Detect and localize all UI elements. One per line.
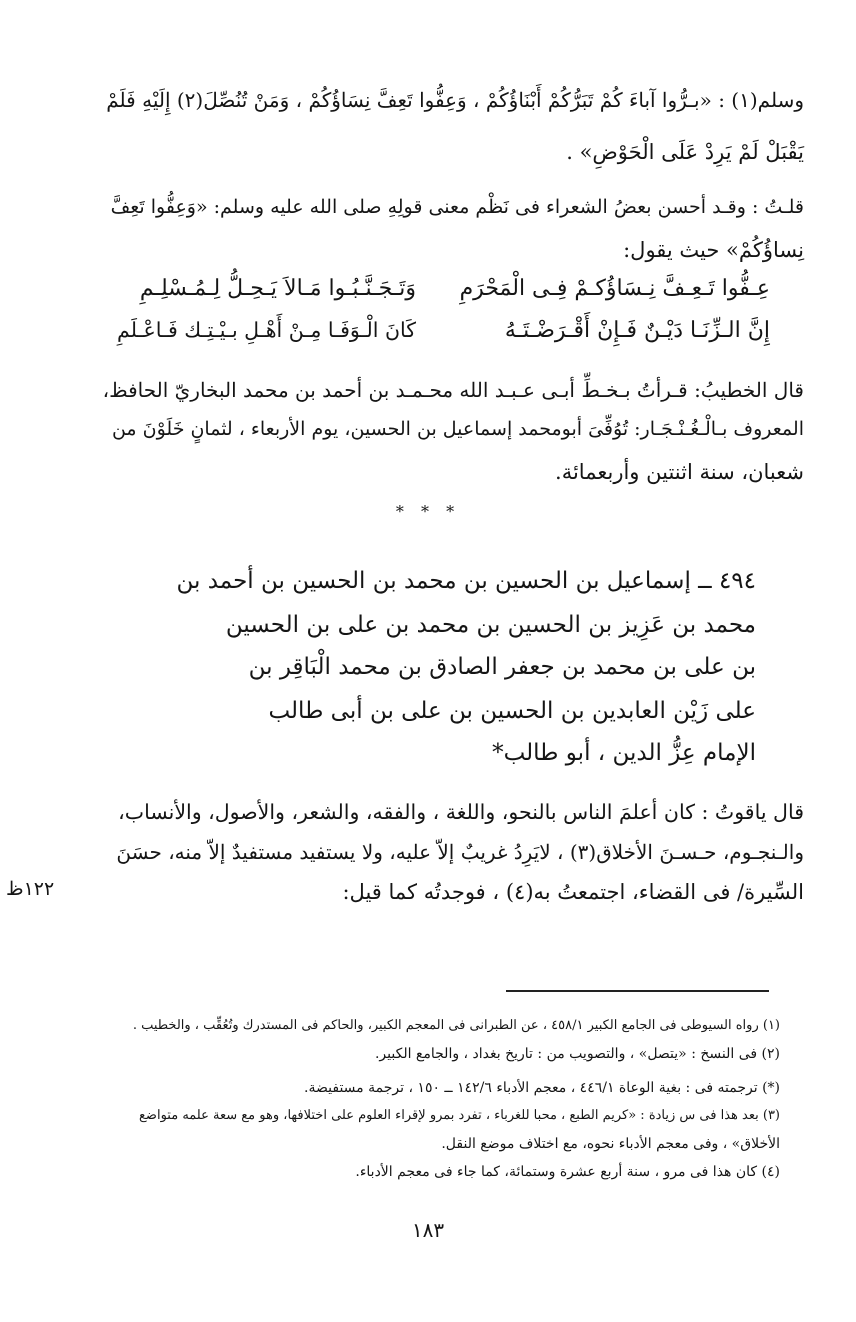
poem-verse-2-first-hemistich: إِنَّ الـزِّنَـا دَيْـنٌ فَـإِنْ أَقْـرَضْـتَـهُ xyxy=(504,318,770,343)
entry-heading-line-4: على زَيْن العابدين بن الحسين بن على بن أبى طالب xyxy=(268,698,756,724)
poem-verse-2-second-hemistich: كَانَ الْـوَفَـا مِـنْ أَهْـلِ بـيْـتِـك فَـاعْـلَمِ xyxy=(117,318,416,342)
poem-verse-1-second-hemistich: وَتَـجَـنَّـبُـوا مَـالاَ يَـحِـلُّ لِـمُـسْلِـمِ xyxy=(139,276,416,301)
footnote-divider xyxy=(506,990,769,992)
khatib-line-3: شعبان، سنة اثنتين وأربعمائة. xyxy=(555,460,804,484)
yaqut-line-2: والـنجـوم، حـسـنَ الأخلاق(٣) ، لايَرِدُ غريبٌ إلاّ عليه، ولا يستفيد مستفيدٌ إلاّ منه، حسَنَ xyxy=(116,840,804,864)
yaqut-line-3: السِّيرة/ فى القضاء، اجتمعتُ به(٤) ، فوجدتُه كما قيل: xyxy=(342,880,804,904)
entry-heading-line-2: محمد بن عَزِيز بن الحسين بن محمد بن على بن الحسين xyxy=(225,612,756,638)
hadith-line-1: وسلم(١) : «بـرُّوا آباءَ كُمْ تَبَرُّكُمْ أَبْنَاؤُكُمْ ، وَعِفُّوا تَعِفَّ نِسَاؤُكُمْ ، وَمَنْ تُنُصِّلَ(٢) إِلَيْهِ فَلَمْ xyxy=(106,88,804,112)
hadith-line-2: يَقْبَلْ لَمْ يَرِدْ عَلَى الْحَوْضِ» . xyxy=(566,140,804,164)
entry-heading-line-3: بن على بن محمد بن جعفر الصادق بن محمد الْبَاقِر بن xyxy=(248,654,756,680)
section-separator: * * * xyxy=(395,502,461,521)
footnote-2: (٢) فى النسخ : «يتصل» ، والتصويب من : تاريخ بغداد ، والجامع الكبير. xyxy=(374,1046,780,1062)
poem-verse-1-first-hemistich: عِـفُّوا تَـعِـفَّ نِـسَاؤُكـمْ فِـى الْمَحْرَمِ xyxy=(459,276,770,301)
footnote-3-line-2: الأخلاق» ، وفى معجم الأدباء نحوه، مع اختلاف موضع النقل. xyxy=(441,1136,780,1152)
footnote-1: (١) رواه السيوطى فى الجامع الكبير ٤٥٨/١ ، عن الطبرانى فى المعجم الكبير، والحاكم فى المستدرك وتُعُقِّب ، والخطيب . xyxy=(132,1018,780,1033)
yaqut-line-1: قال ياقوتُ : كان أعلمَ الناس بالنحو، واللغة ، والفقه، والشعر، والأصول، والأنساب، xyxy=(118,800,804,824)
qultu-line-2: نِساؤُكُمْ» حيث يقول: xyxy=(623,238,804,262)
khatib-line-2: المعروف بـالْـغُـنْـجَـار: تُوُفِّىَ أبومحمد إسماعيل بن الحسين، يوم الأربعاء ، لثمانٍ خَلَوْنَ من xyxy=(111,418,804,440)
margin-folio-note: ١٢٢ظ xyxy=(6,878,55,900)
khatib-line-1: قال الخطيبُ: قـرأتُ بـخـطِّ أبـى عـبـد الله محـمـد بن أحمد بن محمد البخاريّ الحافظ، xyxy=(102,378,804,402)
footnote-star: (*) ترجمته فى : بغية الوعاة ٤٤٦/١ ، معجم الأدباء ١٤٢/٦ ــ ١٥٠ ، ترجمة مستفيضة. xyxy=(304,1080,780,1096)
entry-heading-line-1: ٤٩٤ ــ إسماعيل بن الحسين بن محمد بن الحسين بن أحمد بن xyxy=(176,568,756,594)
footnote-3-line-1: (٣) بعد هذا فى س زيادة : «كريم الطبع ، محبا للغرباء ، تفرد بمرو لإقراء العلوم على اختلافها، وهو مع سعة علمه متواضع xyxy=(139,1108,780,1123)
footnote-4: (٤) كان هذا فى مرو ، سنة أربع عشرة وستمائة، كما جاء فى معجم الأدباء. xyxy=(355,1164,780,1180)
entry-heading-line-5: الإمام عِزُّ الدين ، أبو طالب* xyxy=(492,740,756,766)
qultu-line-1: قلـتُ : وقـد أحسن بعضُ الشعراء فى نَظْم معنى قولِهِ صلى الله عليه وسلم: «وَعِفُّوا تَعِفَّ xyxy=(110,196,804,218)
page-number: ١٨٣ xyxy=(411,1218,445,1242)
